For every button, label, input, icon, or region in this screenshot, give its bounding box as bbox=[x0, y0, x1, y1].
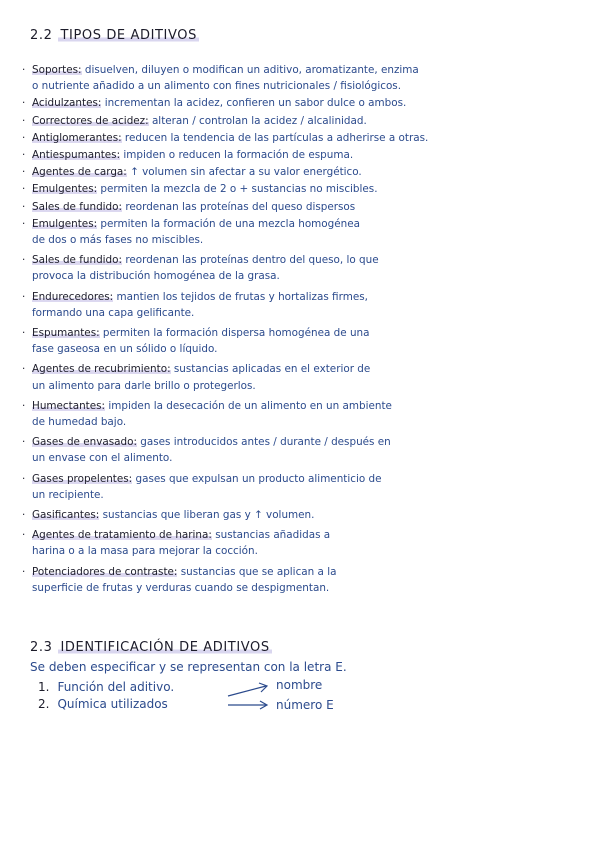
item-text: mantien los tejidos de frutas y hortalizas firmes, formando una capa gelificante. bbox=[32, 290, 368, 319]
item-text: impiden la desecación de un alimento en un ambiente de humedad bajo. bbox=[32, 399, 392, 429]
item-text: reordenan las proteínas del queso dispersos bbox=[122, 200, 356, 213]
item-term: Endurecedores: bbox=[32, 290, 114, 303]
list-item: · Potenciadores de contraste: sustancias que se aplican a la superficie de frutas y verduras cuando se despigmentan. bbox=[22, 565, 337, 594]
list-item: · Emulgentes: permiten la mezcla de 2 o + sustancias no miscibles. bbox=[22, 183, 378, 196]
item-term: Sales de fundido: bbox=[32, 200, 123, 213]
list-item: · Gasificantes: sustancias que liberan gas y ↑ volumen. bbox=[22, 509, 315, 522]
numbered-item: 2. Química utilizados bbox=[38, 697, 168, 711]
list-item: · Soportes: disuelven, diluyen o modifican un aditivo, aromatizante, enzima o nutriente añadido a un alimento con fines nutricionales / fisiológicos. bbox=[22, 64, 419, 93]
section-title: IDENTIFICACIÓN DE ADITIVOS bbox=[60, 640, 270, 655]
item-term: Correctores de acidez: bbox=[32, 114, 149, 127]
section-heading-tipos bbox=[30, 28, 199, 43]
list-item: · Acidulzantes: incrementan la acidez, confieren un sabor dulce o ambos. bbox=[22, 97, 407, 110]
item-text: sustancias que liberan gas y ↑ volumen. bbox=[99, 509, 315, 522]
item-text: permiten la mezcla de 2 o + sustancias no miscibles. bbox=[97, 183, 378, 196]
item-text: incrementan la acidez, confieren un sabor dulce o ambos. bbox=[101, 97, 407, 110]
list-item: · Agentes de carga: ↑ volumen sin afectar a su valor energético. bbox=[22, 166, 362, 179]
item-term: Agentes de carga: bbox=[32, 166, 127, 179]
item-term: Antiglomerantes: bbox=[32, 131, 122, 144]
section-number: 2.2 bbox=[30, 28, 53, 43]
item-text: reordenan las proteínas dentro del queso, lo que provoca la distribución homogénea de la grasa. bbox=[32, 254, 379, 283]
item-term: Gasificantes: bbox=[32, 509, 100, 522]
list-item: · Antiglomerantes: reducen la tendencia de las partículas a adherirse a otras. bbox=[22, 131, 429, 144]
item-text: permiten la formación de una mezcla homogénea de dos o más fases no miscibles. bbox=[32, 217, 360, 247]
list-item: · Sales de fundido: reordenan las proteínas del queso dispersos bbox=[22, 200, 356, 213]
item-term: Emulgentes: bbox=[32, 217, 98, 230]
numbered-item-text: Química utilizados bbox=[57, 697, 168, 711]
section-heading-identificacion bbox=[30, 640, 272, 655]
list-item: · Agentes de recubrimiento: sustancias aplicadas en el exterior de un alimento para darle brillo o protegerlos. bbox=[22, 363, 371, 392]
section-number: 2.3 bbox=[30, 640, 53, 655]
item-term: Espumantes: bbox=[32, 327, 100, 340]
item-text: gases introducidos antes / durante / después en un envase con el alimento. bbox=[32, 436, 391, 465]
item-term: Antiespumantes: bbox=[32, 149, 121, 162]
item-term: Gases propelentes: bbox=[32, 472, 133, 485]
list-item: · Correctores de acidez: alteran / controlan la acidez / alcalinidad. bbox=[22, 114, 367, 127]
numbered-item: 1. Función del aditivo. bbox=[38, 680, 175, 694]
arrow-icon bbox=[226, 698, 272, 712]
list-item: · Endurecedores: mantien los tejidos de frutas y hortalizas firmes, formando una capa gelificante. bbox=[22, 290, 368, 319]
arrow-target-text: nombre bbox=[276, 678, 323, 692]
numbered-item-text: Función del aditivo. bbox=[57, 680, 175, 694]
item-term: Soportes: bbox=[32, 64, 82, 76]
item-term: Potenciadores de contraste: bbox=[32, 565, 178, 578]
item-text: gases que expulsan un producto alimenticio de un recipiente. bbox=[32, 472, 382, 501]
item-text: reducen la tendencia de las partículas a adherirse a otras. bbox=[121, 131, 429, 144]
list-item: · Gases de envasado: gases introducidos antes / durante / después en un envase con el alimento. bbox=[22, 436, 391, 465]
item-term: Sales de fundido: bbox=[32, 254, 123, 267]
item-term: Humectantes: bbox=[32, 399, 106, 412]
item-text: sustancias que se aplican a la superficie de frutas y verduras cuando se despigmentan. bbox=[32, 565, 337, 594]
list-item: · Gases propelentes: gases que expulsan un producto alimenticio de un recipiente. bbox=[22, 472, 382, 501]
item-term: Emulgentes: bbox=[32, 183, 98, 196]
item-text: ↑ volumen sin afectar a su valor energético. bbox=[126, 166, 362, 179]
item-text: sustancias añadidas a harina o a la masa para mejorar la cocción. bbox=[32, 529, 331, 558]
item-text: permiten la formación dispersa homogénea de una fase gaseosa en un sólido o líquido. bbox=[32, 327, 370, 356]
list-item: · Sales de fundido: reordenan las proteínas dentro del queso, lo que provoca la distribución homogénea de la grasa. bbox=[22, 254, 379, 283]
item-text: impiden o reducen la formación de espuma. bbox=[120, 149, 354, 162]
list-item: · Humectantes: impiden la desecación de un alimento en un ambiente de humedad bajo. bbox=[22, 399, 392, 429]
intro-text: Se deben especificar y se representan con la letra E. bbox=[30, 660, 347, 674]
arrow-target-text: número E bbox=[276, 698, 334, 712]
item-term: Agentes de tratamiento de harina: bbox=[32, 529, 212, 542]
additive-types-list bbox=[22, 62, 582, 596]
item-text: alteran / controlan la acidez / alcalinidad. bbox=[148, 114, 367, 127]
list-item: · Espumantes: permiten la formación dispersa homogénea de una fase gaseosa en un sólido o líquido. bbox=[22, 327, 370, 356]
item-term: Gases de envasado: bbox=[32, 436, 137, 449]
item-text: sustancias aplicadas en el exterior de un alimento para darle brillo o protegerlos. bbox=[32, 363, 371, 392]
arrow-icon bbox=[226, 680, 272, 700]
list-item: · Agentes de tratamiento de harina: sustancias añadidas a harina o a la masa para mejorar la cocción. bbox=[22, 529, 331, 558]
list-item: · Emulgentes: permiten la formación de una mezcla homogénea de dos o más fases no miscibles. bbox=[22, 217, 360, 247]
item-text: disuelven, diluyen o modifican un aditivo, aromatizante, enzima o nutriente añadido a un alimento con fines nutricionales / fisiológicos. bbox=[32, 64, 419, 93]
list-item: · Antiespumantes: impiden o reducen la formación de espuma. bbox=[22, 149, 354, 162]
item-term: Agentes de recubrimiento: bbox=[32, 363, 171, 376]
item-term: Acidulzantes: bbox=[32, 97, 102, 110]
section-title: TIPOS DE ADITIVOS bbox=[60, 28, 197, 43]
